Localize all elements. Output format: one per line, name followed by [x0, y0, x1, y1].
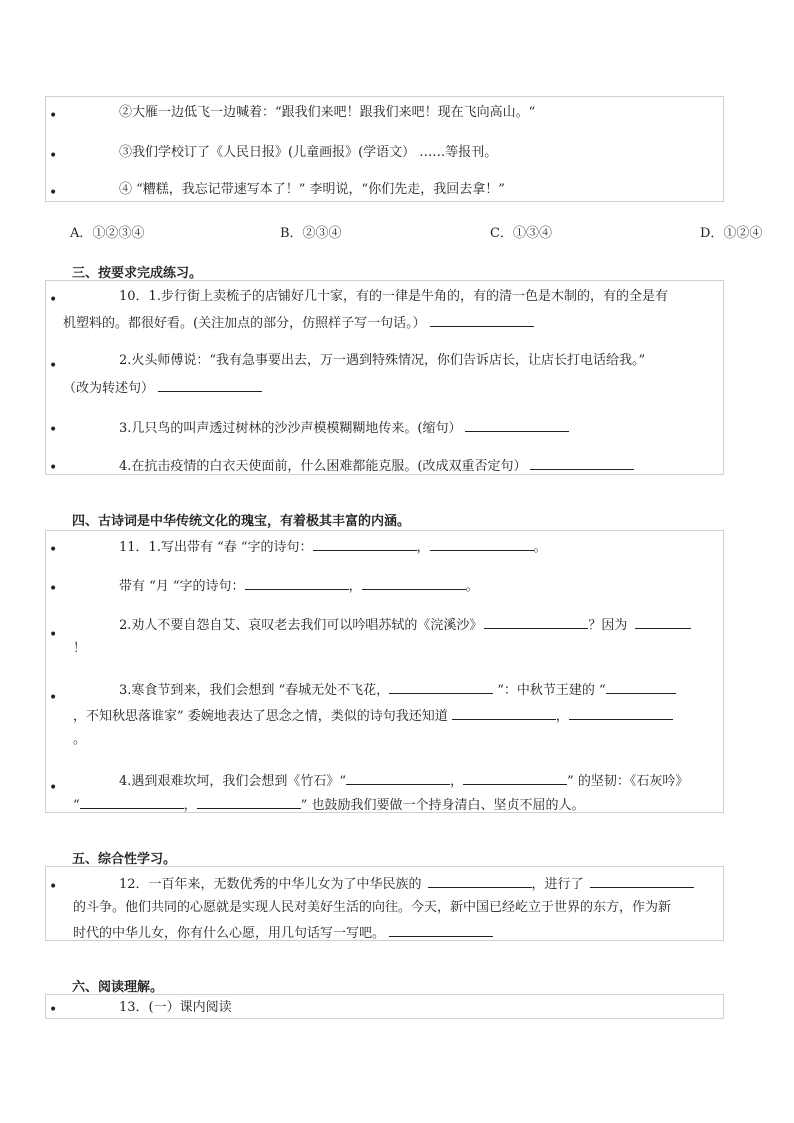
q10-2-line2-text: （改为转述句）	[63, 381, 155, 396]
answer-blank[interactable]	[158, 377, 262, 392]
q11-2-because: ？因为	[588, 618, 628, 633]
option-a[interactable]: A．①②③④	[70, 226, 145, 241]
bullet: •	[49, 185, 58, 201]
bullet: •	[49, 148, 58, 164]
bullet: •	[49, 690, 58, 706]
q10-3	[119, 417, 569, 439]
section-4-box	[45, 530, 724, 813]
bullet: •	[49, 358, 58, 374]
section-3-box	[45, 280, 724, 475]
answer-blank[interactable]	[197, 794, 301, 809]
q11-4-text: 4.遇到艰难坎坷，我们会想到《竹石》“	[119, 774, 347, 789]
q9-items-box	[45, 96, 724, 202]
q11-4-line2	[73, 794, 584, 816]
q12-line3	[73, 922, 493, 944]
q11-3-line1	[119, 679, 676, 701]
comma: ，	[416, 540, 430, 555]
q9-item-3: ③我们学校订了《人民日报》(儿童画报》(学语文） ……等报刊。	[119, 145, 498, 160]
q12-text-b: ，进行了	[531, 877, 584, 892]
q10-4-text: 4.在抗击疫情的白衣天使面前，什么困难都能克服。(改成双重否定句）	[119, 459, 527, 474]
answer-blank[interactable]	[530, 455, 634, 470]
answer-blank[interactable]	[245, 575, 349, 590]
q11-3-text: 3.寒食节到来，我们会想到 “春城无处不飞花，	[119, 683, 390, 698]
q10-1-line1: 10．1.步行街上卖梳子的店铺好几十家，有的一律是牛角的，有的清一色是木制的，有的全是有	[119, 289, 668, 304]
answer-blank[interactable]	[465, 417, 569, 432]
period: 。	[533, 540, 547, 555]
q9-item-4: ④ “糟糕，我忘记带速写本了！” 李明说，“你们先走，我回去拿！”	[119, 182, 505, 197]
q11-3-text-b: “：中秋节王建的 “	[497, 683, 606, 698]
comma: ，	[183, 798, 197, 813]
bullet: •	[49, 581, 58, 597]
open-quote: “	[73, 798, 80, 813]
q11-4-text-b: ” 的坚韧：《石灰吟》	[567, 774, 689, 789]
option-d[interactable]: D．①②④	[700, 226, 763, 241]
q10-4	[119, 455, 634, 477]
q11-3-line2-text: ，不知秋思落谁家” 委婉地表达了思念之情，类似的诗句我还知道	[73, 709, 448, 724]
answer-blank[interactable]	[590, 873, 694, 888]
bullet: •	[49, 1002, 58, 1018]
q11-4-text-c: ” 也鼓励我们要做一个持身清白、坚贞不屈的人。	[300, 798, 585, 813]
section-5-heading: 五、综合性学习。	[72, 852, 177, 867]
q12-line1	[119, 873, 694, 895]
answer-blank[interactable]	[635, 614, 691, 629]
q11-2-end: ！	[73, 641, 87, 656]
answer-blank[interactable]	[346, 770, 450, 785]
q11-1b-text: 带有 “月 “字的诗句：	[119, 579, 245, 594]
section-4-heading: 四、古诗词是中华传统文化的瑰宝，有着极其丰富的内涵。	[72, 514, 411, 529]
section-5-box	[45, 866, 724, 941]
comma: ，	[450, 774, 464, 789]
answer-blank[interactable]	[430, 312, 534, 327]
answer-blank[interactable]	[430, 536, 534, 551]
bullet: •	[49, 460, 58, 476]
section-6-heading: 六、阅读理解。	[72, 980, 164, 995]
section-6-box	[45, 994, 724, 1019]
period: 。	[465, 579, 479, 594]
bullet: •	[49, 292, 58, 308]
q11-2-text: 2.劝人不要自怨自艾、哀叹老去我们可以吟唱苏轼的《浣溪沙》	[119, 618, 483, 633]
answer-blank[interactable]	[80, 794, 184, 809]
bullet: •	[49, 879, 58, 895]
answer-blank[interactable]	[428, 873, 532, 888]
q11-1b	[119, 575, 479, 597]
answer-blank[interactable]	[463, 770, 567, 785]
q12-line3-text: 时代的中华儿女，你有什么心愿，用几句话写一写吧。	[73, 926, 386, 941]
bullet: •	[49, 627, 58, 643]
q10-2-line1: 2.火头师傅说：“我有急事要出去，万一遇到特殊情况，你们告诉店长，让店长打电话给我。”	[119, 353, 646, 368]
comma: ，	[348, 579, 362, 594]
answer-blank[interactable]	[362, 575, 466, 590]
answer-blank[interactable]	[389, 922, 493, 937]
q10-1-line2-text: 机塑料的。都很好看。(关注加点的部分，仿照样子写一句话。）	[63, 316, 426, 331]
q12-line2: 的斗争。他们共同的心愿就是实现人民对美好生活的向往。今天，新中国已经屹立于世界的东方，作为新	[73, 900, 672, 915]
answer-blank[interactable]	[389, 679, 493, 694]
bullet: •	[49, 542, 58, 558]
q12-text: 12．一百年来，无数优秀的中华儿女为了中华民族的	[119, 877, 422, 892]
q10-3-text: 3.几只鸟的叫声透过树林的沙沙声模模糊糊地传来。(缩句）	[119, 421, 462, 436]
q11-1	[119, 536, 547, 558]
q9-item-2: ②大雁一边低飞一边喊着：“跟我们来吧！跟我们来吧！现在飞向高山。“	[119, 105, 536, 120]
option-b[interactable]: B．②③④	[280, 226, 342, 241]
q10-1-line2	[63, 312, 534, 334]
bullet: •	[49, 780, 58, 796]
q11-1-text: 11．1.写出带有 “春 “字的诗句：	[119, 540, 313, 555]
answer-blank[interactable]	[569, 705, 673, 720]
answer-blank[interactable]	[484, 614, 588, 629]
q11-3-end: 。	[73, 732, 87, 747]
q11-3-line2	[73, 705, 673, 727]
answer-blank[interactable]	[313, 536, 417, 551]
bullet: •	[49, 422, 58, 438]
q11-2	[119, 614, 691, 636]
section-3-heading: 三、按要求完成练习。	[72, 266, 203, 281]
q10-2-line2	[63, 377, 262, 399]
answer-blank[interactable]	[452, 705, 556, 720]
option-c[interactable]: C．①③④	[490, 226, 552, 241]
q11-4-line1	[119, 770, 688, 792]
bullet: •	[49, 108, 58, 124]
answer-blank[interactable]	[606, 679, 676, 694]
q13-line1: 13．(一）课内阅读	[119, 1000, 232, 1015]
comma: ，	[555, 709, 569, 724]
